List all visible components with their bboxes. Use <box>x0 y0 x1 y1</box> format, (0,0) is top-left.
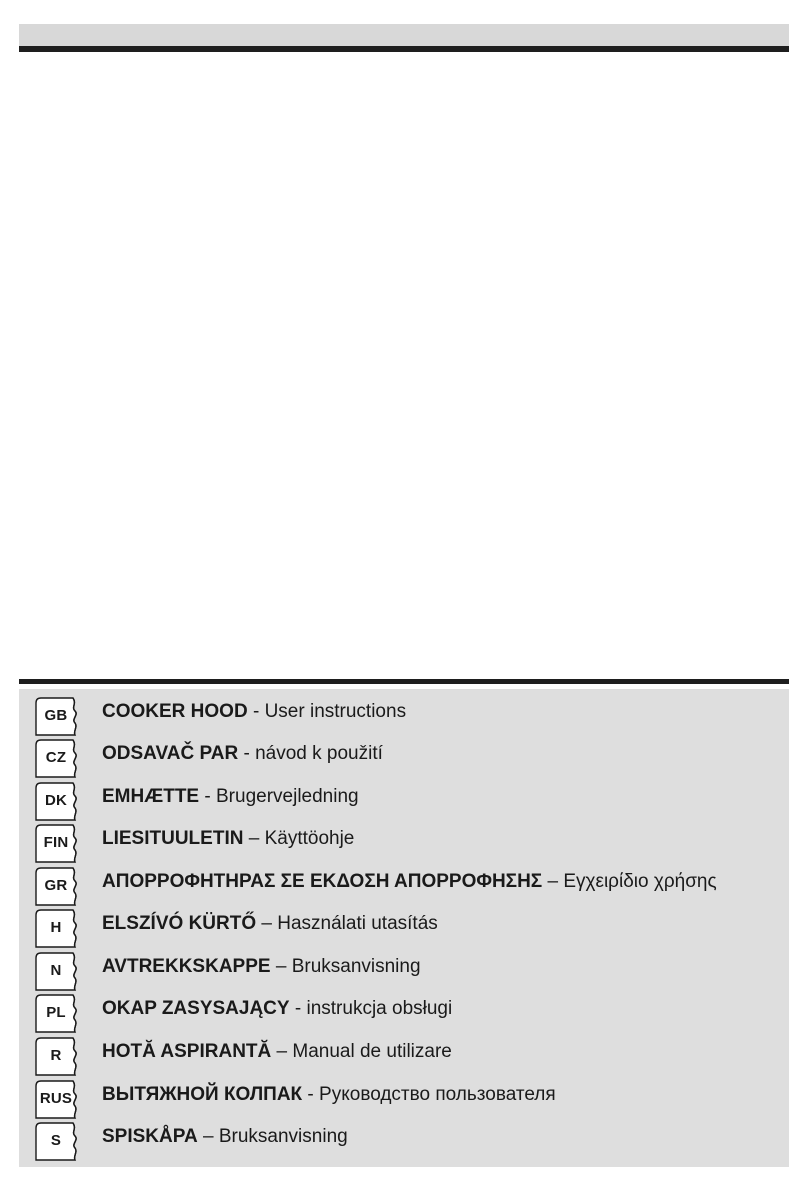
language-separator: – <box>270 956 292 977</box>
language-subtitle: User instructions <box>264 701 407 722</box>
language-code: GR <box>44 877 68 894</box>
language-title: AVTREKKSKAPPE <box>102 956 271 977</box>
language-title: ELSZÍVÓ KÜRTŐ <box>102 913 257 934</box>
language-section-rule <box>19 679 789 684</box>
language-row-dk <box>19 780 789 822</box>
language-tag <box>35 1080 85 1116</box>
language-tag <box>35 867 85 903</box>
language-tag <box>35 782 85 818</box>
language-separator: - <box>247 701 265 722</box>
language-label <box>102 1126 348 1148</box>
language-label <box>102 701 406 723</box>
language-title: ΑΠΟΡΡΟΦΗΤΗΡΑΣ ΣΕ ΕΚΔΟΣΗ ΑΠΟΡΡΟΦΗΣΗΣ <box>102 871 543 892</box>
language-label <box>102 871 717 893</box>
language-code: RUS <box>39 1090 73 1107</box>
language-tag <box>35 739 85 775</box>
language-code: H <box>50 919 62 936</box>
language-separator: – <box>197 1126 219 1147</box>
language-separator: – <box>542 871 564 892</box>
language-title: HOTĂ ASPIRANTĂ <box>102 1041 272 1062</box>
language-row-r <box>19 1035 789 1077</box>
language-row-gb <box>19 695 789 737</box>
language-subtitle: Brugervejledning <box>216 786 359 807</box>
language-code: CZ <box>45 749 67 766</box>
language-title: SPISKÅPA <box>102 1126 198 1147</box>
language-code: R <box>50 1047 62 1064</box>
language-separator: – <box>271 1041 293 1062</box>
language-code: S <box>50 1132 62 1149</box>
language-separator: - <box>289 998 307 1019</box>
language-separator: - <box>238 743 256 764</box>
language-code: PL <box>46 1004 66 1021</box>
language-list <box>19 689 789 1167</box>
language-row-gr <box>19 865 789 907</box>
language-subtitle: Руководство пользователя <box>319 1084 556 1105</box>
language-tag <box>35 952 85 988</box>
language-row-rus <box>19 1078 789 1120</box>
language-subtitle: Bruksanvisning <box>218 1126 348 1147</box>
language-tag <box>35 1122 85 1158</box>
language-separator: – <box>243 828 265 849</box>
language-label <box>102 786 359 808</box>
language-label <box>102 1084 556 1106</box>
language-tag <box>35 697 85 733</box>
language-row-s <box>19 1120 789 1162</box>
language-title: ODSAVAČ PAR <box>102 743 239 764</box>
language-title: EMHÆTTE <box>102 786 200 807</box>
language-tag <box>35 909 85 945</box>
header-band <box>19 24 789 46</box>
language-tag <box>35 994 85 1030</box>
language-subtitle: Használati utasítás <box>277 913 438 934</box>
language-separator: - <box>199 786 216 807</box>
language-label <box>102 743 383 765</box>
language-title: LIESITUULETIN <box>102 828 244 849</box>
language-tag <box>35 1037 85 1073</box>
language-subtitle: Manual de utilizare <box>292 1041 452 1062</box>
language-code: FIN <box>43 834 69 851</box>
language-row-n <box>19 950 789 992</box>
language-code: DK <box>44 792 68 809</box>
language-label <box>102 956 421 978</box>
language-row-fin <box>19 822 789 864</box>
header-rule <box>19 46 789 52</box>
language-subtitle: instrukcja obsługi <box>306 998 453 1019</box>
language-label <box>102 998 452 1020</box>
language-separator: – <box>256 913 278 934</box>
language-subtitle: Εγχειρίδιο χρήσης <box>563 871 717 892</box>
language-separator: - <box>302 1084 320 1105</box>
language-title: OKAP ZASYSAJĄCY <box>102 998 290 1019</box>
language-subtitle: návod k použití <box>255 743 383 764</box>
language-row-pl <box>19 992 789 1034</box>
language-label <box>102 1041 452 1063</box>
language-subtitle: Bruksanvisning <box>291 956 421 977</box>
language-code: GB <box>44 707 68 724</box>
language-label <box>102 913 438 935</box>
language-tag <box>35 824 85 860</box>
language-row-h <box>19 907 789 949</box>
language-subtitle: Käyttöohje <box>264 828 355 849</box>
language-row-cz <box>19 737 789 779</box>
language-label <box>102 828 354 850</box>
language-title: ВЫТЯЖНОЙ КОЛПАК <box>102 1084 303 1105</box>
language-title: COOKER HOOD <box>102 701 248 722</box>
language-code: N <box>50 962 62 979</box>
